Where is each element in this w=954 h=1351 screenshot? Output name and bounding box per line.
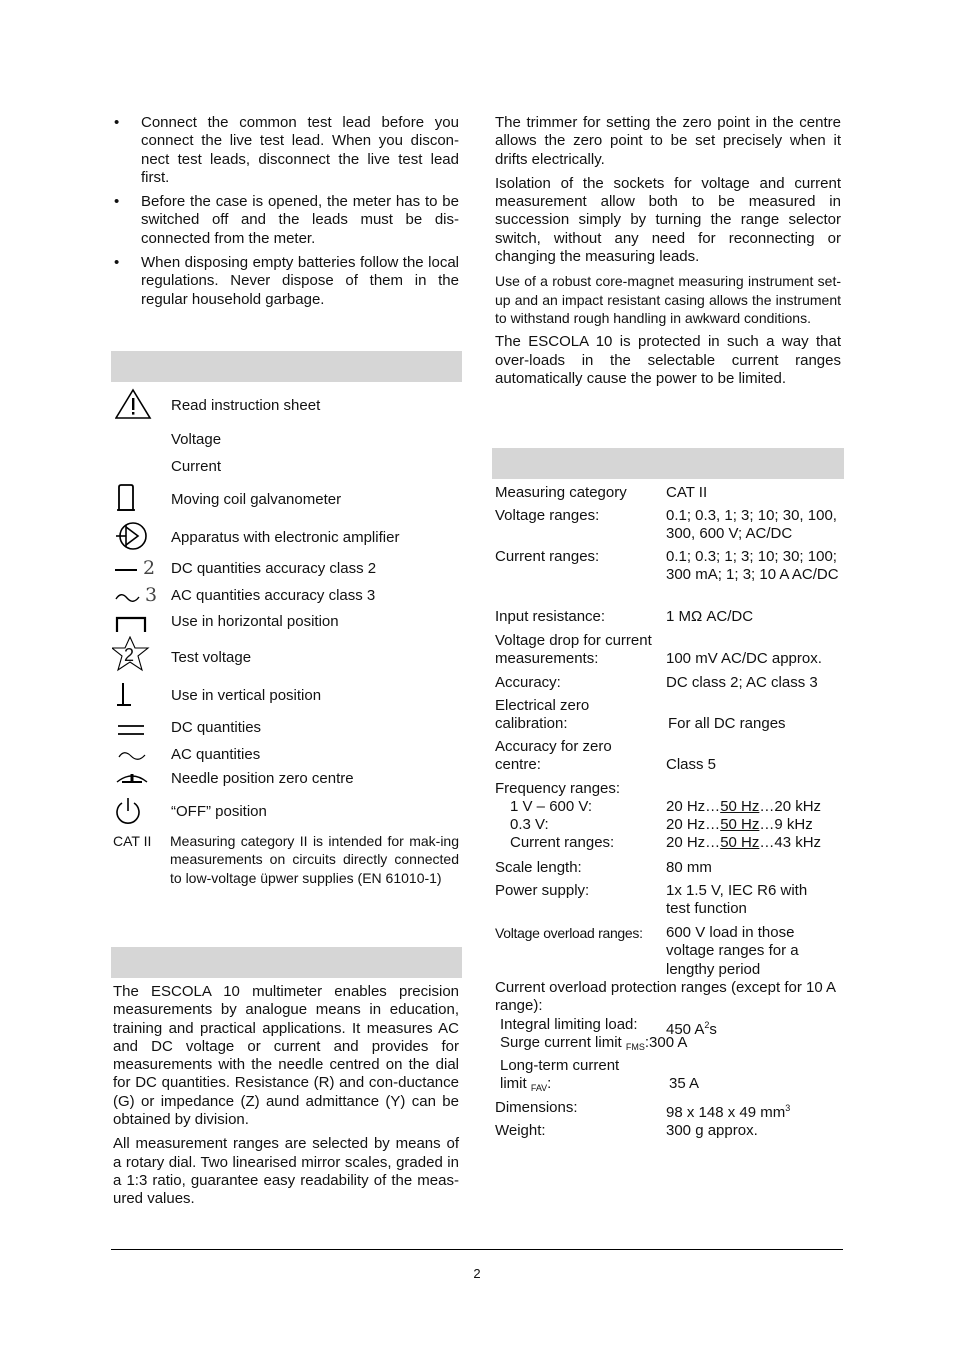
description-left	[113, 983, 459, 1215]
safety-bullet: • When disposing empty batteries follow the local regulations. Never dispose of them in the regular household garbage.	[112, 254, 459, 309]
spec-value: Class 5	[666, 756, 717, 773]
spec-key: 0.3 V:	[510, 816, 549, 833]
symbol-label: AC quantities accuracy class 3	[171, 587, 376, 604]
symbol-label: AC quantities	[171, 746, 261, 763]
cat-ii-description: Measuring category II is intended for mak-ing measurements on circuits directly connected to low-voltage üpwer supplies (EN 61010-1)	[170, 833, 459, 886]
spec-key: limit $_{FAV}$:	[500, 1075, 552, 1093]
description-paragraph: All measurement ranges are selected by means of a rotary dial. Two linearised mirror scales, graded in a 1:3 ratio, guarantee easy readability of the meas-ured values.	[113, 1135, 459, 1208]
description-right	[495, 114, 841, 394]
spec-value: 80 mm	[666, 859, 712, 876]
spec-value: 35 A	[669, 1075, 700, 1092]
spec-key: Input resistance:	[495, 608, 606, 625]
spec-value: 98 x 148 x 49 $mm^3$	[666, 1103, 791, 1121]
description-section-header	[111, 947, 462, 978]
spec-key: Integral limiting load:	[500, 1016, 638, 1033]
spec-key: Surge current limit $_{FMS}$:300 A	[500, 1034, 688, 1052]
spec-key: calibration:	[495, 715, 568, 732]
dc-quantities-icon	[117, 720, 149, 740]
moving-coil-icon	[116, 483, 146, 515]
spec-key: Power supply:	[495, 882, 590, 899]
description-paragraph: The ESCOLA 10 is protected in such a way that over-loads in the selectable current ranges automatically cause the power to be limited.	[495, 333, 841, 387]
symbol-label: Voltage	[171, 431, 222, 448]
symbol-label: Current	[171, 458, 222, 475]
spec-key: centre:	[495, 756, 541, 773]
spec-key: Electrical zero	[495, 697, 590, 714]
spec-key: Voltage ranges:	[495, 507, 600, 524]
symbol-label: DC quantities accuracy class 2	[171, 560, 377, 577]
footer-divider	[111, 1249, 843, 1250]
description-paragraph: Use of a robust core-magnet measuring instrument set-up and an impact resistant casing allows the instrument to withstand rough handling in awkward conditions.	[495, 273, 841, 326]
spec-key: Current ranges:	[510, 834, 615, 851]
symbol-label: Needle position zero centre	[171, 770, 354, 787]
spec-key: Measuring category	[495, 484, 627, 501]
warning-triangle-icon	[115, 388, 153, 420]
spec-key: Long-term current	[500, 1057, 620, 1074]
spec-value: 1x 1.5 V, IEC R6 with test function	[666, 882, 808, 918]
cat-ii-label: CAT II	[113, 833, 152, 849]
description-paragraph: The trimmer for setting the zero point in the centre allows the zero point to be set precisely when it drifts electrically.	[495, 114, 841, 168]
ac-quantities-icon	[118, 746, 150, 766]
spec-value: 100 mV AC/DC approx.	[666, 650, 822, 667]
spec-key: Current overload protection ranges (except for 10 A range):	[495, 979, 836, 1015]
symbol-label: Use in horizontal position	[171, 613, 339, 630]
test-voltage-star-icon: 2	[112, 636, 152, 674]
symbol-label: Read instruction sheet	[171, 397, 321, 414]
spec-value: 0.1; 0.3; 1; 3; 10; 30; 100; 300 mA; 1; 3; 10 A AC/DC	[666, 548, 839, 584]
spec-value: 20 Hz…50 Hz…20 kHz	[666, 798, 822, 815]
specs-section-header	[492, 448, 844, 479]
symbol-label: Apparatus with electronic amplifier	[171, 529, 400, 546]
spec-key: Weight:	[495, 1122, 546, 1139]
symbols-section-header	[111, 351, 462, 382]
symbol-label: Moving coil galvanometer	[171, 491, 342, 508]
page-number: 2	[473, 1266, 481, 1281]
spec-key: Scale length:	[495, 859, 582, 876]
spec-value: DC class 2; AC class 3	[666, 674, 818, 691]
needle-zero-centre-icon	[114, 770, 154, 790]
ac-class-3-icon: 3	[115, 587, 159, 609]
safety-bullet: • Connect the common test lead before you connect the live test lead. When you discon-nect test leads, disconnect the live test lead first.	[112, 114, 459, 187]
symbol-label: “OFF” position	[171, 803, 267, 820]
spec-value: 300 g approx.	[666, 1122, 758, 1139]
spec-value: 600 V load in those voltage ranges for a lengthy period	[666, 924, 799, 978]
spec-key: measurements:	[495, 650, 599, 667]
spec-key: Voltage drop for current	[495, 632, 652, 649]
spec-value: 20 Hz…50 Hz…43 kHz	[666, 834, 822, 851]
spec-key: Frequency ranges:	[495, 780, 621, 797]
symbol-label: Use in vertical position	[171, 687, 322, 704]
vertical-position-icon	[115, 681, 139, 709]
spec-key: Accuracy for zero	[495, 738, 612, 755]
electronic-amplifier-icon	[114, 519, 152, 553]
safety-bullet-list	[112, 114, 459, 315]
spec-value: 0.1; 0.3, 1; 3; 10; 30, 100, 300, 600 V; AC/DC	[666, 507, 837, 543]
safety-bullet: • Before the case is opened, the meter has to be switched off and the leads must be dis-connected from the meter.	[112, 193, 459, 248]
spec-value: CAT II	[666, 484, 708, 501]
spec-key: Current ranges:	[495, 548, 600, 565]
symbol-label: DC quantities	[171, 719, 262, 736]
spec-value: For all DC ranges	[668, 715, 786, 732]
dc-class-2-icon: 2	[115, 560, 155, 582]
description-paragraph: The ESCOLA 10 multimeter enables precision measurements by analogue means in education, training and practical applications. It measures AC and DC voltage or current and provides for measurements with the needle centred on the dial for DC quantities. Resistance (R) and con-ductance (G) or impedance (Z) aund admittance (Y) can be obtained by division.	[113, 983, 459, 1129]
spec-key: Dimensions:	[495, 1099, 578, 1116]
spec-value: 450 $A^2s$	[666, 1020, 717, 1038]
spec-value: 1 MΩ AC/DC	[666, 608, 754, 625]
description-paragraph: Isolation of the sockets for voltage and current measurement allow both to be measured in succession simply by turning the range selector switch, without any need for reconnecting or changing the measuring leads.	[495, 174, 841, 266]
power-off-icon	[114, 796, 144, 826]
horizontal-position-icon	[115, 614, 151, 634]
symbol-row-read-instruction	[112, 389, 462, 423]
spec-key: 1 V – 600 V:	[510, 798, 593, 815]
symbol-label: Test voltage	[171, 649, 252, 666]
spec-value: 20 Hz…50 Hz…9 kHz	[666, 816, 813, 833]
spec-key: Voltage overload ranges:	[495, 925, 643, 941]
spec-key: Accuracy:	[495, 674, 561, 691]
